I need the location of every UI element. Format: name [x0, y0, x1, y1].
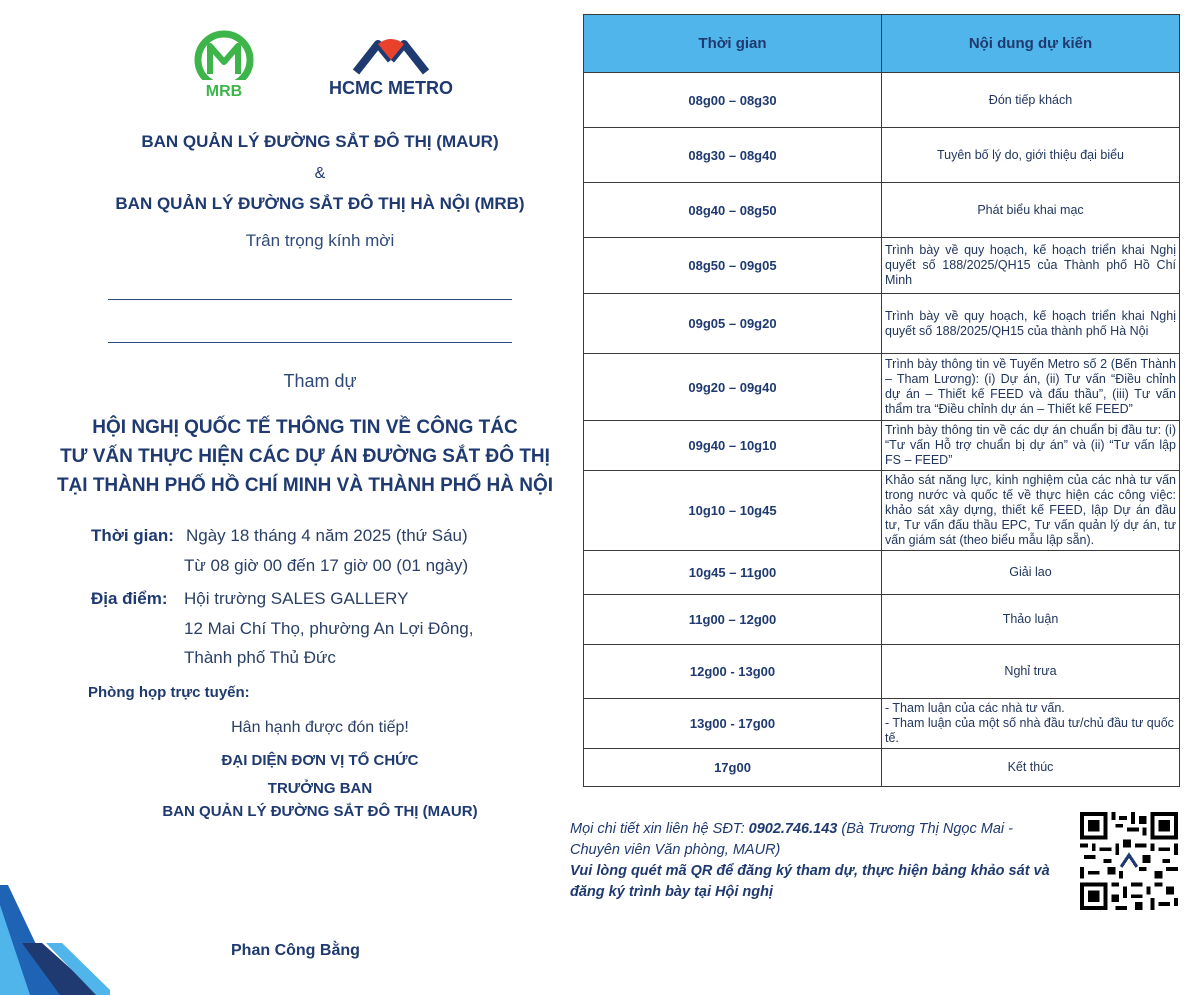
- event-date: Ngày 18 tháng 4 năm 2025 (thứ Sáu): [186, 526, 468, 545]
- row-time: 08g00 – 08g30: [584, 73, 882, 128]
- table-row: [584, 645, 1180, 699]
- qr-code-icon[interactable]: [1080, 812, 1178, 910]
- conference-title: [10, 413, 600, 500]
- invitation-panel: [0, 0, 580, 995]
- conference-title-line-2: TƯ VẤN THỰC HIỆN CÁC DỰ ÁN ĐƯỜNG SẮT ĐÔ THỊ: [60, 446, 550, 467]
- table-row: [584, 128, 1180, 183]
- contact-prefix: Mọi chi tiết xin liên hệ SĐT:: [570, 821, 749, 837]
- row-time: 08g50 – 09g05: [584, 238, 882, 294]
- time-label: Thời gian:: [91, 526, 174, 545]
- row-content-line: - Tham luận của một số nhà đầu tư/chủ đầu tư quốc tế.: [885, 716, 1174, 745]
- attend-text: Tham dự: [283, 371, 357, 391]
- organizer-maur: BAN QUẢN LÝ ĐƯỜNG SẮT ĐÔ THỊ (MAUR): [141, 132, 499, 151]
- ampersand: &: [314, 165, 326, 182]
- row-time: 11g00 – 12g00: [584, 595, 882, 645]
- table-row: [584, 421, 1180, 471]
- row-time: 08g30 – 08g40: [584, 128, 882, 183]
- table-row: [584, 354, 1180, 421]
- row-time: 13g00 - 17g00: [584, 699, 882, 749]
- venue-name: Hội trường SALES GALLERY: [184, 589, 409, 608]
- col-header-content: Nội dung dự kiến: [882, 15, 1180, 73]
- row-time: 17g00: [584, 749, 882, 787]
- table-row: [584, 551, 1180, 595]
- table-row: [584, 73, 1180, 128]
- table-row: [584, 699, 1180, 749]
- contact-phone[interactable]: 0902.746.143: [748, 821, 838, 837]
- row-content: Nghỉ trưa: [882, 645, 1180, 699]
- row-content: Giải lao: [882, 551, 1180, 595]
- row-content: Phát biểu khai mạc: [882, 183, 1180, 238]
- row-content: Trình bày thông tin về Tuyến Metro số 2 (Bến Thành – Tham Lương): (i) Dự án, (ii) Tư vấn “Điều chỉnh dự án – Thiết kế FEED và đấu thầu”, (iii) Tư vấn thẩm tra “Điều chỉnh dự án – Thiết kế FEED”: [882, 354, 1180, 421]
- row-time: 12g00 - 13g00: [584, 645, 882, 699]
- table-row: [584, 238, 1180, 294]
- row-time: 09g20 – 09g40: [584, 354, 882, 421]
- row-time: 10g45 – 11g00: [584, 551, 882, 595]
- col-header-time: Thời gian: [584, 15, 882, 73]
- row-content: Tuyên bố lý do, giới thiệu đại biểu: [882, 128, 1180, 183]
- event-hours: Từ 08 giờ 00 đến 17 giờ 00 (01 ngày): [184, 556, 469, 575]
- schedule-table: [583, 14, 1180, 787]
- row-content: Thảo luận: [882, 595, 1180, 645]
- chief-title: TRƯỞNG BAN: [267, 780, 373, 797]
- table-row: [584, 294, 1180, 354]
- row-content: Trình bày về quy hoạch, kế hoạch triển khai Nghị quyết số 188/2025/QH15 của Thành phố Hồ Chí Minh: [882, 238, 1180, 294]
- table-row: [584, 749, 1180, 787]
- mrb-logo-text: MRB: [205, 83, 243, 100]
- contact-person: (Bà Trương Thị Ngọc Mai - Chuyên viên Văn phòng, MAUR): [570, 821, 1013, 858]
- row-content: Kết thúc: [882, 749, 1180, 787]
- contact-info: [570, 819, 1066, 903]
- venue-city: Thành phố Thủ Đức: [184, 648, 336, 667]
- guest-name-line-1: [108, 299, 512, 300]
- board-name: BAN QUẢN LÝ ĐƯỜNG SẮT ĐÔ THỊ (MAUR): [162, 803, 478, 820]
- row-time: 10g10 – 10g45: [584, 471, 882, 551]
- row-time: 09g05 – 09g20: [584, 294, 882, 354]
- place-label: Địa điểm:: [91, 589, 168, 608]
- hcmc-logo-text: HCMC METRO: [329, 78, 453, 98]
- row-time: 08g40 – 08g50: [584, 183, 882, 238]
- conference-title-line-1: HỘI NGHỊ QUỐC TẾ THÔNG TIN VỀ CÔNG TÁC: [92, 417, 518, 438]
- conference-title-line-3: TẠI THÀNH PHỐ HỒ CHÍ MINH VÀ THÀNH PHỐ HÀ NỘI: [56, 475, 554, 496]
- corner-decoration: [0, 885, 110, 995]
- table-row: [584, 183, 1180, 238]
- schedule-header-row: [584, 15, 1180, 73]
- online-meeting-label: Phòng họp trực tuyến:: [88, 684, 250, 701]
- representative-title: ĐẠI DIỆN ĐƠN VỊ TỔ CHỨC: [221, 752, 419, 769]
- row-content: [882, 699, 1180, 749]
- hcmc-metro-logo: [318, 32, 464, 98]
- row-content: Khảo sát năng lực, kinh nghiệm của các nhà tư vấn trong nước và quốc tế về thực hiện các công việc: khảo sát xây dựng, thiết kế FEED, lập Dự án đầu tư, Tư vấn đấu thầu EPC, Tư vấn quản lý dự án, tư vấn giám sát (theo biểu mẫu lập sẵn).: [882, 471, 1180, 551]
- welcome-text: Hân hạnh được đón tiếp!: [231, 719, 409, 736]
- row-content: Trình bày thông tin về các dự án chuẩn bị đầu tư: (i) “Tư vấn Hỗ trợ chuẩn bị dự án” và (ii) “Tư vấn lập FS – FEED”: [882, 421, 1180, 471]
- invite-text: Trân trọng kính mời: [245, 231, 395, 250]
- row-time: 09g40 – 10g10: [584, 421, 882, 471]
- guest-name-line-2: [108, 342, 512, 343]
- table-row: [584, 595, 1180, 645]
- signer-name: Phan Công Bằng: [231, 942, 360, 959]
- qr-instruction: Vui lòng quét mã QR để đăng ký tham dự, thực hiện bảng khảo sát và đăng ký trình bày tại Hội nghị: [570, 863, 1050, 900]
- row-content: Đón tiếp khách: [882, 73, 1180, 128]
- mrb-logo: [186, 30, 262, 100]
- table-row: [584, 471, 1180, 551]
- row-content-line: - Tham luận của các nhà tư vấn.: [885, 701, 1065, 715]
- organizer-mrb: BAN QUẢN LÝ ĐƯỜNG SẮT ĐÔ THỊ HÀ NỘI (MRB): [115, 194, 525, 213]
- venue-address: 12 Mai Chí Thọ, phường An Lợi Đông,: [184, 619, 474, 638]
- row-content: Trình bày về quy hoạch, kế hoạch triển khai Nghị quyết số 188/2025/QH15 của thành phố Hà Nội: [882, 294, 1180, 354]
